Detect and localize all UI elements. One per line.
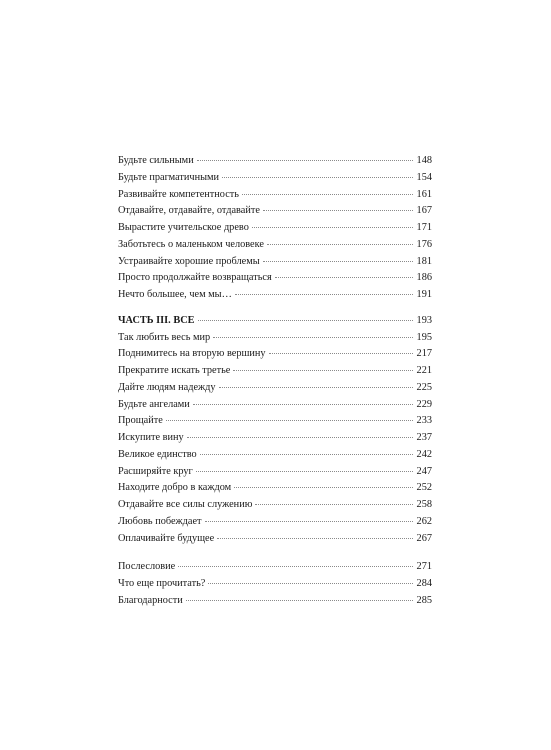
toc-entry-page: 161: [416, 188, 432, 200]
toc-entry-title: Послесловие: [118, 561, 176, 573]
toc-entry-page: 217: [416, 348, 432, 360]
toc-entry-title: Оплачивайте будущее: [118, 532, 215, 544]
toc-entry-title: Поднимитесь на вторую вершину: [118, 348, 266, 360]
leader-dots: [186, 600, 413, 601]
leader-dots: [252, 227, 413, 228]
leader-dots: [193, 404, 413, 405]
toc-entry[interactable]: [118, 237, 432, 254]
toc-entry[interactable]: [118, 380, 432, 397]
toc-entry-title: Устраивайте хорошие проблемы: [118, 255, 260, 267]
toc-section-2: [118, 330, 432, 548]
leader-dots: [208, 583, 412, 584]
toc-entry-title: Благодарности: [118, 594, 183, 606]
toc-entry-page: 242: [416, 448, 432, 460]
toc-entry-title: Просто продолжайте возвращаться: [118, 272, 272, 284]
leader-dots: [219, 387, 413, 388]
section-spacer: [118, 304, 432, 313]
leader-dots: [205, 521, 413, 522]
toc-entry-page: 225: [416, 381, 432, 393]
toc-entry-title: Великое единство: [118, 448, 197, 460]
toc-entry-title: Развивайте компетентность: [118, 188, 239, 200]
toc-entry-page: 233: [416, 415, 432, 427]
toc-entry-title: Так любить весь мир: [118, 331, 211, 343]
leader-dots: [200, 454, 413, 455]
toc-entry-page: 191: [416, 289, 432, 300]
toc-entry[interactable]: [118, 220, 432, 237]
leader-dots: [263, 261, 413, 262]
leader-dots: [222, 177, 412, 178]
toc-entry[interactable]: [118, 346, 432, 363]
toc-entry-page: 252: [416, 482, 432, 494]
toc-entry[interactable]: [118, 187, 432, 204]
toc-entry[interactable]: [118, 287, 432, 304]
toc-entry[interactable]: [118, 593, 432, 610]
leader-dots: [187, 437, 413, 438]
leader-dots: [234, 487, 412, 488]
toc-part-page: 193: [416, 314, 432, 326]
leader-dots: [217, 538, 412, 539]
leader-dots: [235, 294, 413, 295]
toc-entry[interactable]: [118, 270, 432, 287]
toc-entry[interactable]: [118, 576, 432, 593]
toc-entry[interactable]: [118, 447, 432, 464]
toc-section-1: [118, 153, 432, 304]
toc-entry-page: 181: [416, 255, 432, 267]
toc-entry[interactable]: [118, 464, 432, 481]
toc-entry[interactable]: [118, 559, 432, 576]
toc-entry[interactable]: [118, 153, 432, 170]
toc-entry-page: 167: [416, 205, 432, 217]
toc-entry-page: 267: [416, 532, 432, 544]
leader-dots: [213, 337, 412, 338]
toc-entry[interactable]: [118, 480, 432, 497]
toc-entry-title: Отдавайте, отдавайте, отдавайте: [118, 205, 260, 217]
leader-dots: [233, 370, 412, 371]
toc-entry-page: 285: [416, 594, 432, 606]
toc-entry[interactable]: [118, 363, 432, 380]
toc-entry[interactable]: [118, 497, 432, 514]
leader-dots: [197, 160, 413, 161]
toc-entry-page: 247: [416, 465, 432, 477]
toc-entry-page: 262: [416, 515, 432, 527]
toc-entry[interactable]: [118, 531, 432, 548]
leader-dots: [196, 471, 413, 472]
toc-entry[interactable]: [118, 413, 432, 430]
leader-dots: [267, 244, 413, 245]
toc-entry-title: Искупите вину: [118, 432, 184, 443]
table-of-contents: [118, 153, 432, 610]
toc-entry[interactable]: [118, 254, 432, 271]
section-spacer: [118, 547, 432, 559]
toc-entry-page: 258: [416, 499, 432, 510]
leader-dots: [166, 420, 413, 421]
toc-entry-title: Нечто большее, чем мы…: [118, 289, 232, 300]
leader-dots: [255, 504, 412, 505]
toc-entry[interactable]: [118, 397, 432, 414]
toc-entry-title: Будьте сильными: [118, 155, 194, 166]
leader-dots: [269, 353, 413, 354]
toc-entry[interactable]: [118, 203, 432, 220]
toc-entry-page: 176: [416, 238, 432, 250]
toc-entry-page: 237: [416, 432, 432, 443]
toc-part-heading[interactable]: [118, 313, 432, 330]
toc-entry-title: Заботьтесь о маленьком человеке: [118, 238, 264, 250]
toc-entry-title: Любовь побеждает: [118, 515, 202, 527]
toc-section-3: [118, 559, 432, 609]
toc-entry-page: 148: [416, 155, 432, 166]
toc-entry-title: Расширяйте круг: [118, 465, 193, 477]
toc-entry-page: 195: [416, 331, 432, 343]
toc-entry[interactable]: [118, 330, 432, 347]
toc-entry-title: Прощайте: [118, 415, 163, 427]
toc-entry-title: Дайте людям надежду: [118, 381, 216, 393]
toc-entry-page: 186: [416, 272, 432, 284]
toc-entry-title: Будьте прагматичными: [118, 171, 220, 183]
toc-entry-page: 221: [416, 365, 432, 376]
toc-entry-title: Отдавайте все силы служению: [118, 499, 253, 510]
toc-entry[interactable]: [118, 430, 432, 447]
leader-dots: [263, 210, 413, 211]
toc-entry-page: 154: [416, 171, 432, 183]
leader-dots: [275, 277, 413, 278]
toc-entry-title: Что еще прочитать?: [118, 578, 206, 589]
toc-entry[interactable]: [118, 514, 432, 531]
toc-entry[interactable]: [118, 170, 432, 187]
toc-entry-title: Будьте ангелами: [118, 398, 190, 410]
leader-dots: [178, 566, 412, 567]
toc-entry-title: Находите добро в каждом: [118, 482, 232, 494]
toc-entry-page: 229: [416, 398, 432, 410]
toc-entry-page: 171: [416, 222, 432, 233]
toc-part-title: ЧАСТЬ III. ВСЕ: [118, 314, 195, 326]
toc-entry-page: 284: [416, 578, 432, 589]
toc-entry-title: Прекратите искать третье: [118, 365, 231, 376]
toc-entry-title: Вырастите учительское древо: [118, 222, 249, 233]
leader-dots: [242, 194, 413, 195]
leader-dots: [198, 320, 413, 321]
toc-entry-page: 271: [416, 561, 432, 573]
